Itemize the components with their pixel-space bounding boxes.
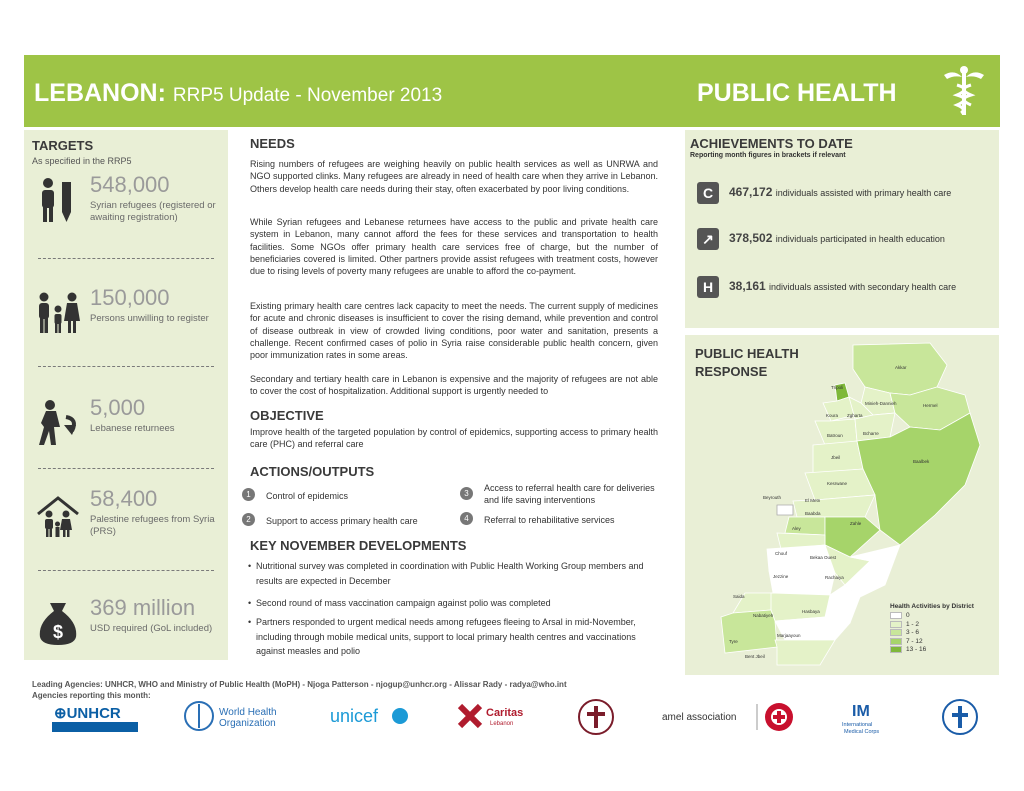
- divider: [38, 468, 214, 469]
- development-item: • Second round of mass vaccination campaign against polio was completed: [256, 596, 658, 611]
- district-label: Tripoli: [831, 385, 844, 390]
- needs-paragraph: While Syrian refugees and Lebanese returnees have access to the public and private health care system in Lebanon, many cannot afford the fees for these services and transportation to health facilities. Some NGOs offer primary health care services free of charge, but the number of beneficiaries covered is limited. Other partners provide assist refugees with treatment costs, however due to rising levels of poverty many refugees are unable to afford the co-payment.: [250, 217, 658, 277]
- district-label: Minieh-Dannieh: [865, 401, 897, 406]
- development-item: • Nutritional survey was completed in coordination with Public Health Working Group members and results are expected in December: [256, 559, 658, 588]
- legend-label: 1 - 2: [906, 620, 920, 628]
- svg-text:Lebanon: Lebanon: [490, 721, 514, 727]
- action-item: Access to referral health care for deliveries and life saving interventions: [484, 483, 655, 505]
- achievement-row: [697, 228, 997, 252]
- divider: [38, 258, 214, 259]
- legend-item: [890, 621, 974, 630]
- district-label: Bekaa Ouest: [810, 555, 837, 560]
- target-item: [32, 285, 222, 345]
- district-label: Hermel: [923, 403, 938, 408]
- money-bag-icon: [36, 599, 80, 647]
- district-label: Bent Jbeil: [745, 654, 765, 659]
- district-label: El Metn: [805, 498, 821, 503]
- country-name: LEBANON: [34, 79, 158, 107]
- legend-title: Health Activities by District: [890, 603, 974, 610]
- target-label: Persons unwilling to register: [90, 313, 209, 324]
- achievement-number: 378,502: [729, 231, 773, 245]
- target-number: 548,000: [90, 172, 170, 197]
- district-label: Beyrouth: [763, 495, 782, 500]
- district-nabatiyeh: [771, 593, 830, 621]
- district-label: Zahle: [850, 521, 862, 526]
- target-number: 5,000: [90, 395, 146, 420]
- district-label: Rachaiya: [825, 575, 844, 580]
- action-item: Referral to rehabilitative services: [484, 515, 615, 525]
- action-number-badge: 3: [460, 487, 473, 500]
- district-label: Kesrwane: [827, 481, 848, 486]
- district-label: Aley: [792, 526, 801, 531]
- district-label: Zgharta: [847, 413, 863, 418]
- svg-text:Organization: Organization: [219, 718, 276, 729]
- target-number: 58,400: [90, 486, 158, 511]
- legend-item: [890, 612, 974, 621]
- action-item: Support to access primary health care: [266, 516, 418, 526]
- family-icon: [36, 289, 80, 337]
- targets-subtitle: As specified in the RRP5: [32, 156, 132, 166]
- achievement-number: 38,161: [729, 279, 766, 293]
- achievements-heading: ACHIEVEMENTS TO DATE: [690, 136, 853, 151]
- district-batroun: [815, 419, 857, 445]
- svg-text:⊕UNHCR: ⊕UNHCR: [54, 705, 121, 722]
- district-baabda: [785, 517, 825, 535]
- red-cross-logo: [762, 698, 796, 736]
- unicef-logo: [328, 698, 413, 736]
- development-item: • Partners responded to urgent medical needs among refugees fleeing to Arsal in mid-November, including through mobile medical units, support to local primary health centres and vaccinations against measles and polio: [256, 615, 658, 659]
- district-label: Hasbaya: [802, 609, 820, 614]
- district-label: Jbeil: [831, 455, 841, 460]
- district-label: Koura: [826, 413, 839, 418]
- sector-title: PUBLIC HEALTH: [697, 79, 897, 107]
- target-number: 150,000: [90, 285, 170, 310]
- district-bent-jbeil: [775, 640, 835, 665]
- medical-seal-logo: [575, 698, 617, 736]
- report-title: [34, 79, 442, 108]
- svg-text:Medical Corps: Medical Corps: [844, 729, 880, 735]
- district-label: Nabatiyeh: [753, 613, 774, 618]
- objective-text: Improve health of the targeted population by control of epidemics, supporting access to primary health care (PHC) and referral care: [250, 427, 658, 450]
- unhcr-logo: [50, 698, 140, 736]
- objective-heading: OBJECTIVE: [250, 408, 324, 423]
- district-label: Bcharre: [863, 431, 879, 436]
- who-logo: [183, 698, 283, 736]
- needs-paragraph: Existing primary health care centres lack capacity to meet the needs. The current supply of medicines for acute and chronic diseases is insufficient to cover the rising demand, while prevention and control of disease outbreak in view of crowded living conditions, poor water and sanitation, presents a challenge. Recent confirmed cases of polio in Syria raise considerable public health concern, given poor immunization rates in some areas.: [250, 301, 658, 361]
- achievement-text: individuals participated in health education: [775, 234, 945, 244]
- targets-panel: [24, 130, 228, 660]
- target-item: [32, 395, 222, 455]
- target-label: Palestine refugees from Syria (PRS): [90, 514, 215, 537]
- stethoscope-icon: C: [697, 182, 719, 204]
- needs-heading: NEEDS: [250, 136, 295, 151]
- action-item: Control of epidemics: [266, 491, 349, 501]
- district-label: Marjaayoun: [777, 633, 801, 638]
- svg-text:amel association: amel association: [662, 712, 737, 723]
- achievement-row: [697, 182, 997, 206]
- district-beyrouth: [777, 505, 793, 515]
- map-heading: PUBLIC HEALTH RESPONSE: [695, 346, 799, 379]
- caduceus-icon: [939, 65, 989, 117]
- svg-text:unicef: unicef: [330, 706, 379, 726]
- divider: [38, 366, 214, 367]
- achievement-text: individuals assisted with primary health care: [775, 188, 952, 198]
- district-label: Jezzine: [773, 574, 789, 579]
- needs-paragraph: Secondary and tertiary health care in Lebanon is expensive and the majority of refugees are not able to cover the cost of hospitalization. Additional support is urgently needed to: [250, 374, 658, 397]
- title-colon: :: [157, 79, 166, 107]
- achievement-text: individuals assisted with secondary health care: [769, 282, 957, 292]
- svg-text:$: $: [52, 622, 64, 642]
- target-label: USD required (GoL included): [90, 623, 213, 634]
- legend-item: [890, 638, 974, 647]
- target-item: [32, 172, 222, 232]
- achievement-number: 467,172: [729, 185, 773, 199]
- district-label: Tyre: [729, 639, 738, 644]
- target-label: Lebanese returnees: [90, 423, 175, 434]
- actions-heading: ACTIONS/OUTPUTS: [250, 464, 375, 479]
- achievement-row: [697, 276, 997, 300]
- leading-agencies: Leading Agencies: UNHCR, WHO and Ministry of Public Health (MoPH) - Njoga Patterson - njogup@unhcr.org - Alissar Rady - radya@who.int: [32, 680, 567, 689]
- map-legend: [890, 603, 974, 655]
- svg-text:IM: IM: [852, 703, 870, 720]
- achievements-panel: [685, 130, 999, 328]
- divider: [38, 570, 214, 571]
- action-number-badge: 4: [460, 512, 473, 525]
- health-response-map: [685, 335, 999, 675]
- returnee-walking-icon: [36, 399, 80, 447]
- district-label: Baabda: [805, 511, 821, 516]
- svg-text:Caritas: Caritas: [486, 707, 524, 719]
- district-label: Baalbek: [913, 459, 930, 464]
- svg-text:World Health: World Health: [219, 707, 277, 718]
- reporting-agencies-label: Agencies reporting this month:: [32, 691, 151, 700]
- legend-label: 7 - 12: [906, 637, 923, 645]
- health-education-icon: ↗: [697, 228, 719, 250]
- target-item: [32, 486, 222, 546]
- target-label: Syrian refugees (registered or awaiting registration): [90, 200, 216, 223]
- legend-item: [890, 646, 974, 655]
- family-shelter-icon: [36, 490, 80, 538]
- legend-item: [890, 629, 974, 638]
- caritas-logo: [456, 698, 536, 736]
- action-number-badge: 1: [242, 488, 255, 501]
- amel-association-logo: [660, 698, 760, 736]
- district-label: Saida: [733, 594, 745, 599]
- moph-logo: [938, 698, 982, 736]
- achievements-subtitle: Reporting month figures in brackets if relevant: [690, 152, 846, 159]
- report-subtitle: RRP5 Update - November 2013: [172, 85, 443, 106]
- targets-heading: TARGETS: [32, 138, 94, 153]
- header-banner: [24, 55, 1000, 127]
- hospital-icon: H: [697, 276, 719, 298]
- district-label: Akkar: [895, 365, 907, 370]
- svg-text:International: International: [842, 722, 873, 728]
- developments-heading: KEY NOVEMBER DEVELOPMENTS: [250, 538, 467, 553]
- action-number-badge: 2: [242, 513, 255, 526]
- legend-label: 3 - 6: [906, 629, 920, 636]
- imc-logo: [838, 698, 898, 736]
- legend-label: 13 - 16: [906, 646, 927, 653]
- target-item: [32, 595, 222, 655]
- main-column: [248, 130, 660, 660]
- person-with-pen-icon: [36, 176, 80, 224]
- district-label: Chouf: [775, 551, 788, 556]
- target-number: 369 million: [90, 595, 196, 620]
- legend-label: 0: [906, 612, 910, 619]
- needs-paragraph: Rising numbers of refugees are weighing heavily on public health services as well as UNRWA and NGO supported clinks. Many refugees are already in need of health care when they arrive in Lebanon. Others develop health care needs during their stay, often exacerbated by poor living conditions.: [250, 159, 658, 194]
- district-label: Batroun: [827, 433, 843, 438]
